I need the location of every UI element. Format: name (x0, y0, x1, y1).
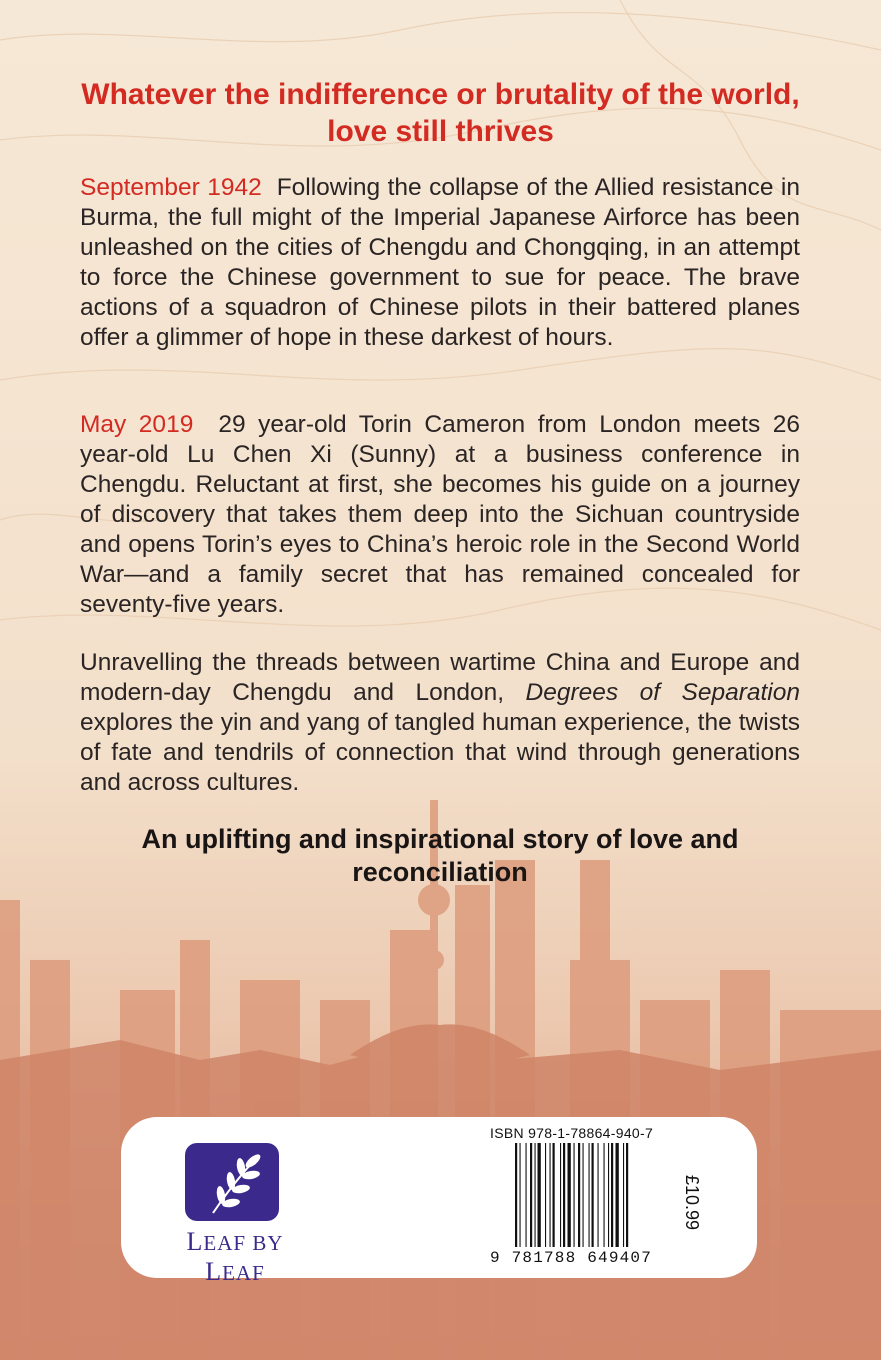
isbn-label: ISBN 978-1-78864-940-7 (490, 1125, 654, 1141)
headline: Whatever the indifference or brutality of the world, love still thrives (81, 78, 800, 148)
synopsis-paragraph-summary (80, 648, 800, 798)
tagline: An uplifting and inspirational story of love and reconciliation (141, 824, 739, 887)
publisher-barcode-panel (121, 1117, 757, 1286)
paragraph-1942-text: Following the collapse of the Allied resistance in Burma, the full might of the Imperial Japanese Airforce has been unleashed on the cities of Chengdu and Chongqing, in an attempt to force the Chinese government to sue for peace. The brave actions of a squadron of Chinese pilots in their battered planes offer a glimmer of hope in these darkest of hours. (80, 174, 800, 351)
synopsis-paragraph-1942 (80, 173, 800, 353)
price-label: £10.99 (682, 1174, 703, 1231)
summary-text-after: explores the yin and yang of tangled human experience, the twists of fate and tendrils of connection that wind through generations and across cultures. (80, 709, 800, 796)
leaf-branch-icon (185, 1143, 279, 1221)
publisher-name: LEAF BY LEAF (186, 1227, 284, 1286)
date-heading-2019: May 2019 (80, 411, 194, 438)
paragraph-2019-text: 29 year-old Torin Cameron from London meets 26 year-old Lu Chen Xi (Sunny) at a business conference in Chengdu. Reluctant at first, she becomes his guide on a journey of discovery that takes them deep into the Sichuan countryside and opens Torin’s eyes to China’s heroic role in the Second World War—and a family secret that has remained concealed for seventy-five years. (80, 411, 800, 618)
barcode-digits: 9 781788 649407 (490, 1249, 653, 1267)
synopsis-paragraph-2019 (80, 410, 800, 620)
isbn-barcode (515, 1143, 665, 1251)
publisher-logo (185, 1143, 279, 1221)
date-heading-1942: September 1942 (80, 174, 262, 201)
summary-text-before: Unravelling the threads between wartime China and Europe and modern-day Chengdu and London, (80, 649, 800, 706)
book-title-italic: Degrees of Separation (525, 679, 800, 706)
